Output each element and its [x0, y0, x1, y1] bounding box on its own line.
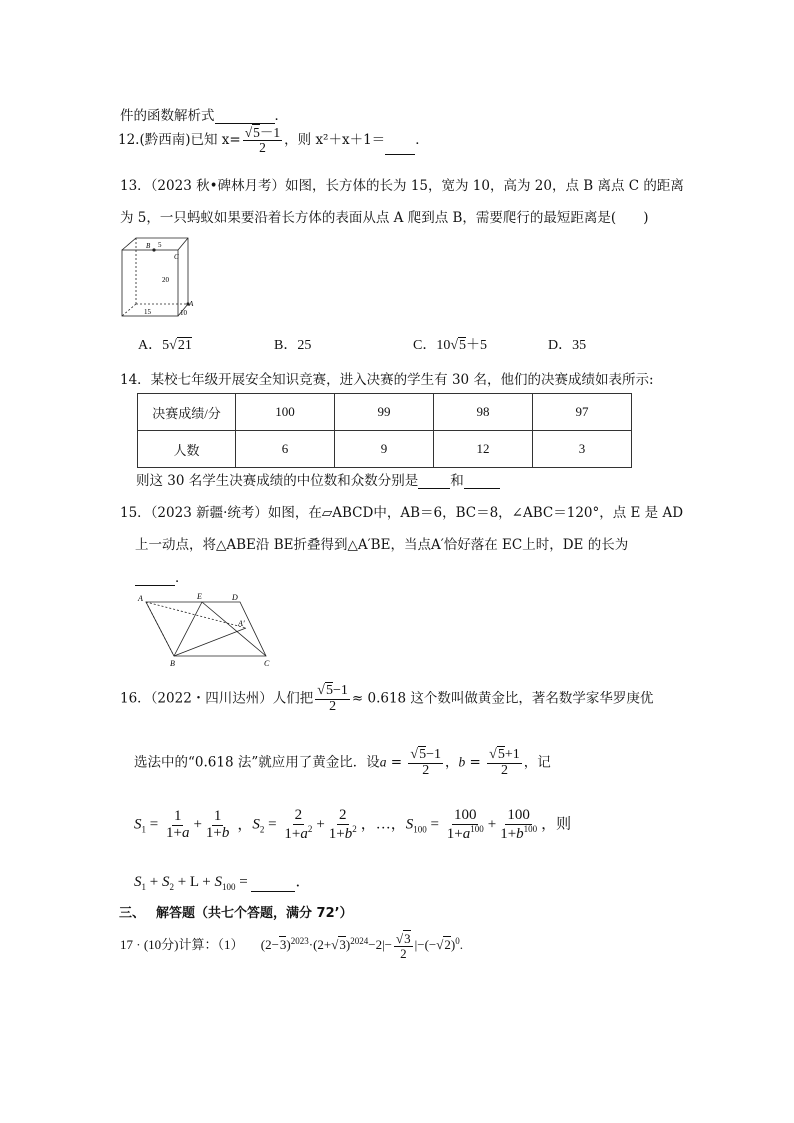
q15-line2: 上一动点，将△ABE沿 BE折叠得到△A′BE，当点A′恰好落在 EC上时，DE 的长为	[135, 537, 629, 553]
table-cell: 12	[434, 431, 533, 468]
answer-blank[interactable]	[215, 110, 275, 125]
label-10: 10	[180, 309, 187, 317]
q11-tail: 件的函数解析式 ．	[120, 108, 288, 124]
q13-line1: 13．（2023 秋•碑林月考）如图，长方体的长为 15，宽为 10，高为 20，点 B 离点 C 的距离	[120, 178, 684, 194]
answer-blank[interactable]	[385, 141, 415, 156]
q13-line2: 为 5，一只蚂蚁如果要沿着长方体的表面从点 A 爬到点 B，需要爬行的最短距离是( )	[120, 210, 649, 226]
answer-blank[interactable]	[464, 475, 500, 490]
table-cell: 97	[533, 394, 632, 431]
q16-line1: 16．（2022・四川达州）人们把 $\frac{√5-1}{2}$ ≈ 0.618 这个数叫做黄金比，著名数学家华罗庚优	[120, 683, 654, 714]
table-cell: 99	[335, 394, 434, 431]
label-d: D	[232, 593, 238, 602]
label-e: E	[197, 592, 202, 601]
option-b[interactable]: B．25	[274, 338, 312, 353]
q15-line1: 15．（2023 新疆·统考）如图，在▱ABCD中，AB＝6，BC＝8，∠ABC＝120°，点 E 是 AD	[120, 505, 684, 521]
answer-blank[interactable]	[251, 876, 295, 892]
score-table	[137, 393, 632, 468]
table-row	[138, 431, 632, 468]
option-d[interactable]: D．35	[548, 338, 587, 353]
q16-line3: $S_1$ = $\frac{1}{1+a}$ + $\frac{1}{1+b}$ ，$S_2$ = $\frac{2}{1+a^2}$ + $\frac{2}{1+b^2}$ ，…，$S_{100}$ = $\frac{100}{1+a^{100}}$ + $\frac{100}{1+b^{100}}$ ，则	[134, 807, 572, 842]
option-c[interactable]: C．10√5＋5	[413, 338, 488, 353]
q14-question: 则这 30 名学生决赛成绩的中位数和众数分别是 和	[136, 469, 500, 489]
q15-answer: ．	[135, 566, 189, 586]
table-cell: 3	[533, 431, 632, 468]
option-a[interactable]: A．5√21	[138, 338, 192, 353]
label-5: 5	[158, 241, 162, 249]
label-c: C	[264, 659, 270, 668]
question-17: 17 · (10分)计算：（1） $(2-3)^{2023}\cdot(2+√3)^{2024}-2|-$ $\frac{√3}{2}$ $|-(-√2)^0$.	[120, 931, 463, 961]
question-12: 12.(黔西南)已知 x= $\frac{√5-1}{2}$ ，则 x²＋x＋1＝ ．	[118, 125, 429, 156]
q16-line2: 选法中的“0.618 法”就应用了黄金比．设a = $\frac{√5-1}{2}$ ，b = $\frac{√5+1}{2}$ ，记	[134, 747, 551, 778]
label-20: 20	[162, 276, 169, 284]
label-a-prime: A′	[238, 619, 245, 628]
cuboid-figure	[118, 234, 198, 324]
table-cell: 6	[236, 431, 335, 468]
label-c: C	[174, 253, 179, 261]
table-cell: 9	[335, 431, 434, 468]
table-cell: 100	[236, 394, 335, 431]
point-b-dot	[152, 248, 155, 251]
section-3-title: 三、 解答题（共七个答题，满分 72’）	[119, 906, 353, 921]
table-header-cell: 人数	[138, 431, 236, 468]
label-a: A	[138, 594, 143, 603]
answer-blank[interactable]	[418, 475, 450, 490]
label-a: A	[189, 300, 194, 308]
parallelogram-figure	[134, 590, 284, 670]
label-b: B	[146, 242, 151, 250]
q14-intro: 14．某校七年级开展安全知识竞赛，进入决赛的学生有 30 名，他们的决赛成绩如表所示:	[120, 372, 654, 388]
table-row	[138, 394, 632, 431]
table-cell: 98	[434, 394, 533, 431]
label-b: B	[170, 659, 175, 668]
q16-line4: $S_1 + S_2 + L + S_{100}$ = ．	[134, 874, 311, 892]
table-header-cell: 决赛成绩/分	[138, 394, 236, 431]
label-15: 15	[144, 308, 151, 316]
answer-blank[interactable]	[135, 572, 175, 587]
